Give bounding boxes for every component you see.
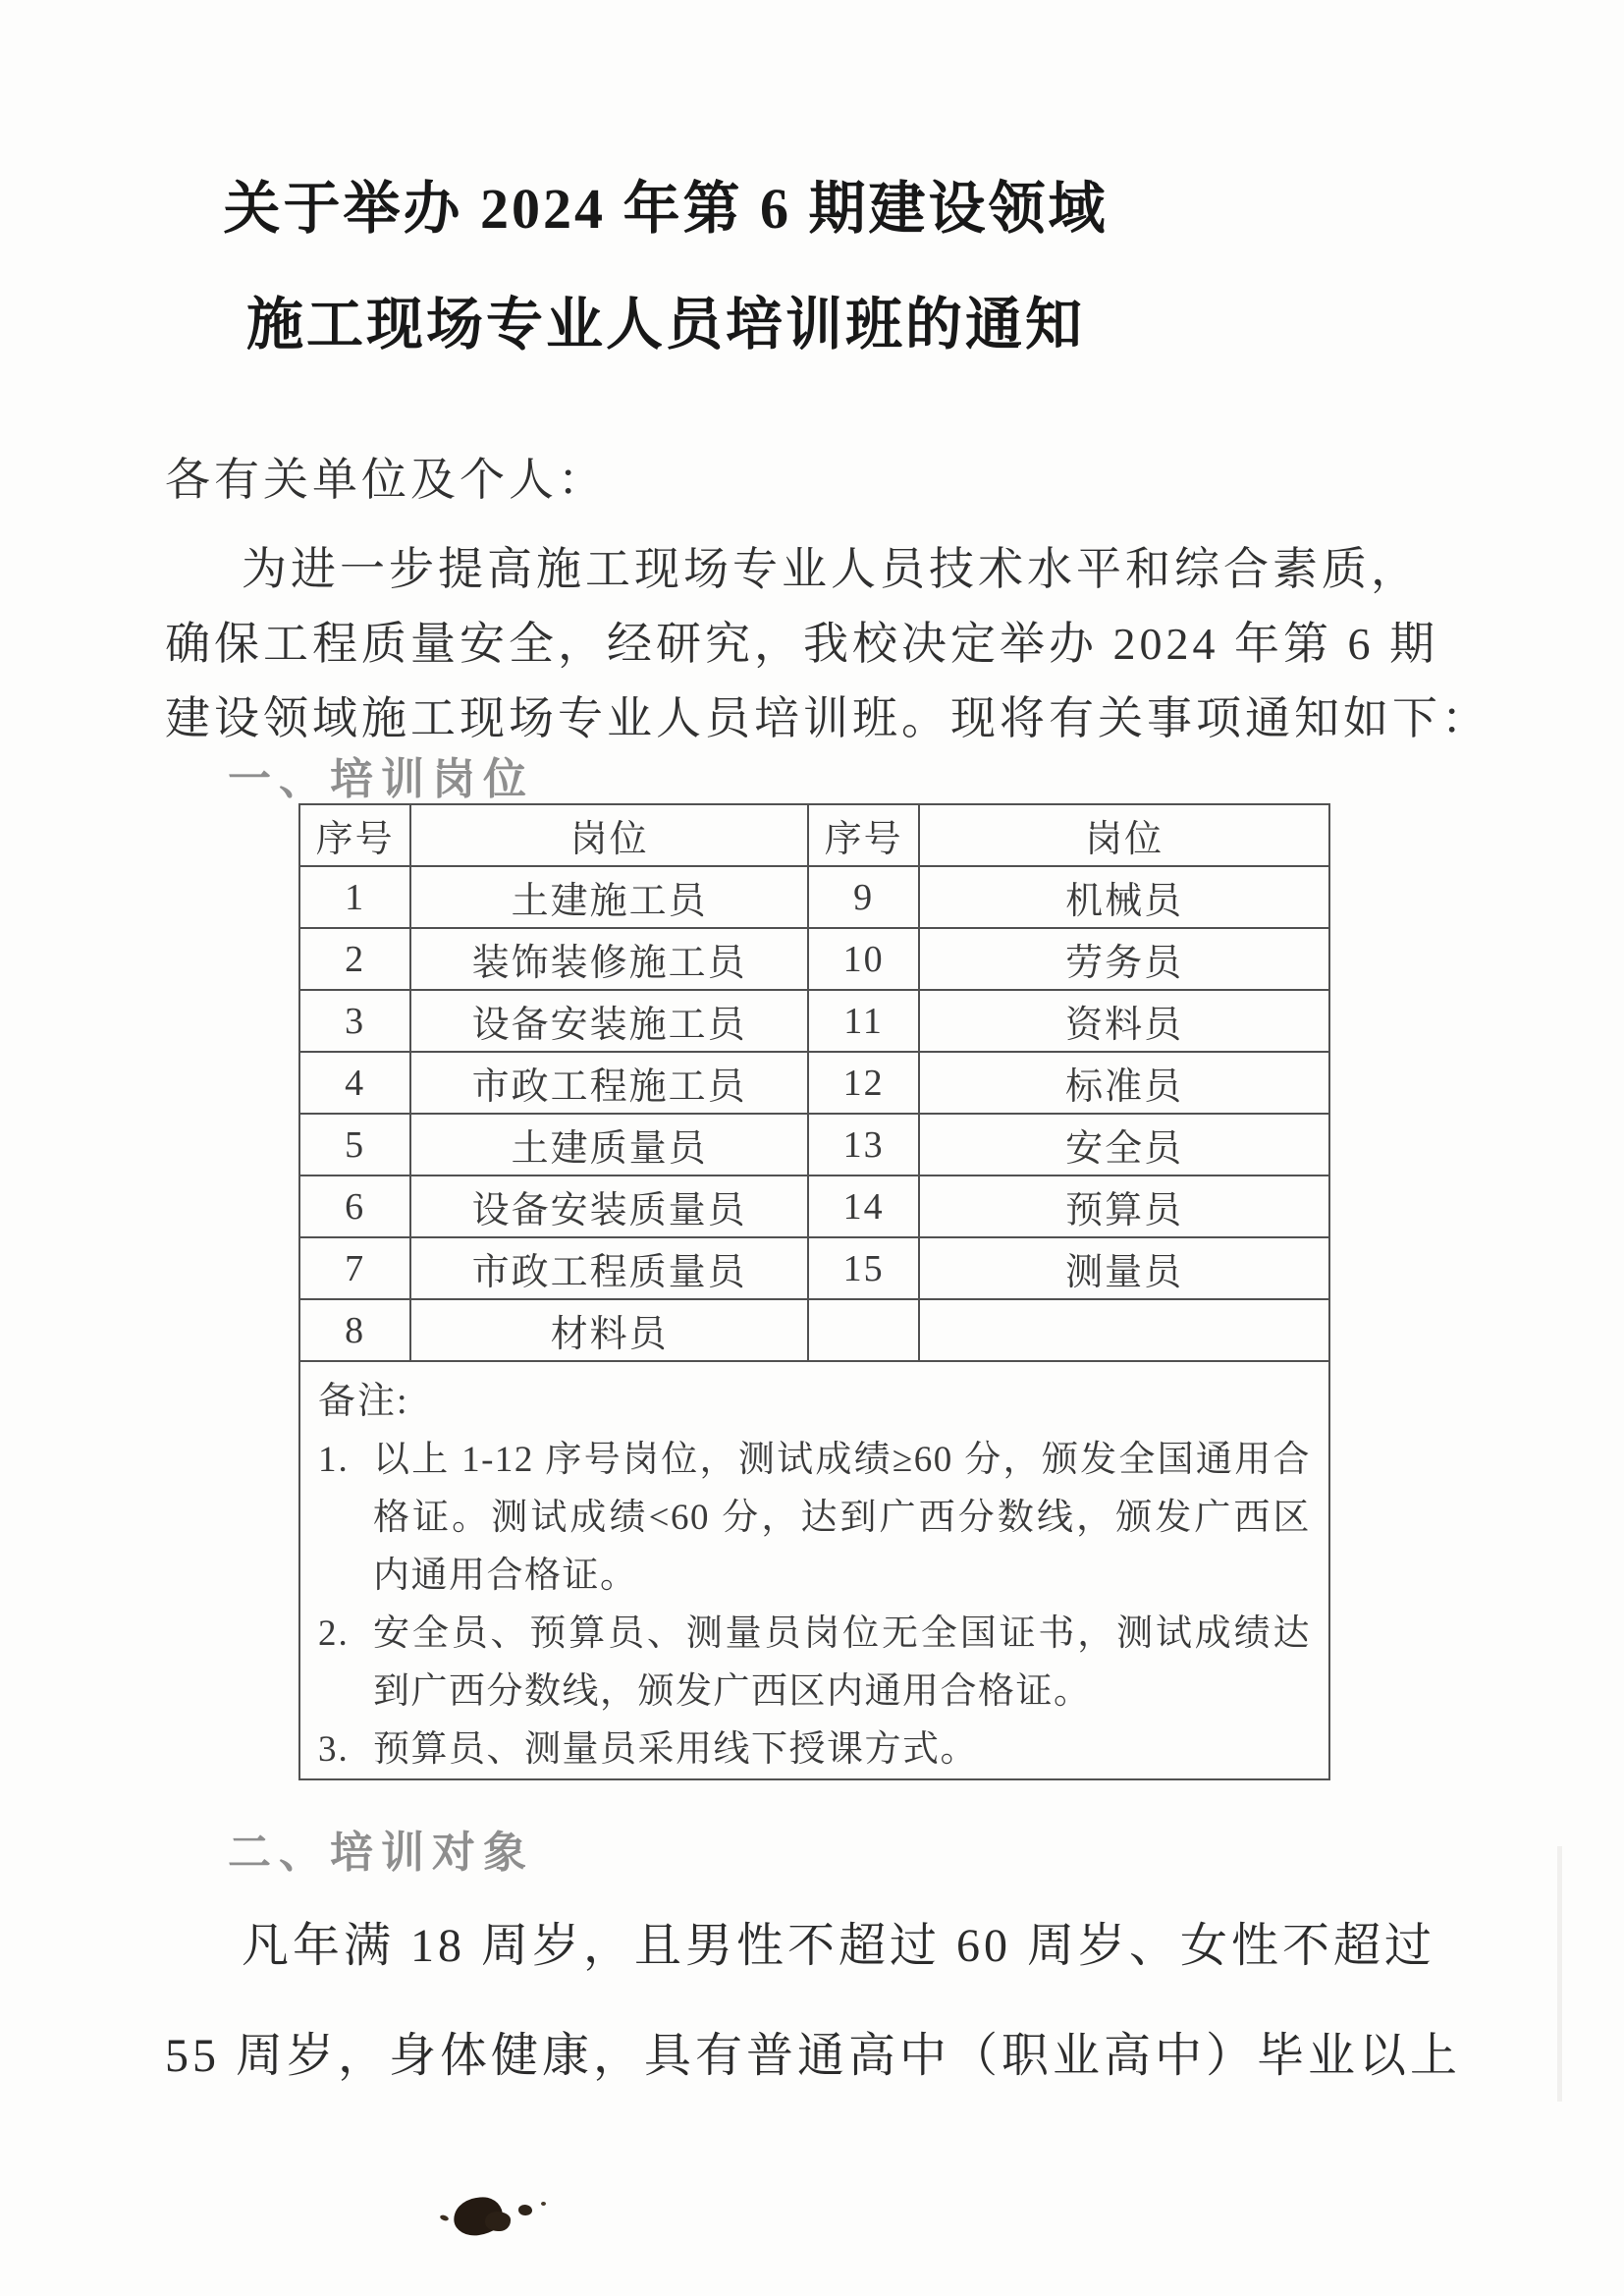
cell-seq: 9 (808, 866, 919, 928)
cell-seq: 2 (299, 928, 410, 990)
remark-text: 以上 1-12 序号岗位，测试成绩≥60 分，颁发全国通用合格证。测试成绩<60 分，达到广西分数线，颁发广西区内通用合格证。 (373, 1440, 1311, 1596)
cell-seq: 7 (299, 1237, 410, 1299)
table-row (299, 1299, 1329, 1361)
cell-position: 安全员 (919, 1114, 1329, 1175)
audience-line-2: 55 周岁，身体健康，具有普通高中（职业高中）毕业以上 (165, 2030, 1462, 2082)
ink-speck (541, 2202, 546, 2206)
ink-speck (439, 2214, 449, 2222)
salutation: 各有关单位及个人： (165, 455, 607, 505)
cell-position: 装饰装修施工员 (410, 928, 808, 990)
ink-blot-dot (518, 2205, 532, 2215)
cell-seq: 11 (808, 990, 919, 1052)
remarks-cell (299, 1361, 1329, 1779)
cell-seq: 4 (299, 1052, 410, 1114)
cell-position: 设备安装施工员 (410, 990, 808, 1052)
document-title-line-2: 施工现场专业人员培训班的通知 (245, 293, 1085, 356)
remark-number: 3. (318, 1729, 350, 1770)
cell-position: 市政工程质量员 (410, 1237, 808, 1299)
cell-seq: 6 (299, 1175, 410, 1237)
intro-line-3: 建设领域施工现场专业人员培训班。现将有关事项通知如下： (165, 693, 1490, 743)
cell-seq: 14 (808, 1175, 919, 1237)
cell-position: 预算员 (919, 1175, 1329, 1237)
cell-seq: 10 (808, 928, 919, 990)
cell-position: 劳务员 (919, 928, 1329, 990)
section-2-heading: 二、培训对象 (228, 1829, 534, 1877)
header-cell-seq-2: 序号 (808, 804, 919, 866)
cell-position: 标准员 (919, 1052, 1329, 1114)
cell-position: 测量员 (919, 1237, 1329, 1299)
cell-seq: 12 (808, 1052, 919, 1114)
cell-position: 市政工程施工员 (410, 1052, 808, 1114)
cell-seq: 13 (808, 1114, 919, 1175)
scan-artifact-streak (1557, 1846, 1562, 2102)
cell-seq: 8 (299, 1299, 410, 1361)
remark-text: 安全员、预算员、测量员岗位无全国证书，测试成绩达到广西分数线，颁发广西区内通用合格证。 (373, 1613, 1311, 1712)
ink-blot-lobe (485, 2212, 511, 2231)
table-row (299, 990, 1329, 1052)
cell-seq: 1 (299, 866, 410, 928)
intro-line-1: 为进一步提高施工现场专业人员技术水平和综合素质， (242, 544, 1420, 594)
cell-seq (808, 1299, 919, 1361)
cell-seq: 5 (299, 1114, 410, 1175)
cell-position: 资料员 (919, 990, 1329, 1052)
table-row (299, 1052, 1329, 1114)
cell-seq: 3 (299, 990, 410, 1052)
cell-position: 土建质量员 (410, 1114, 808, 1175)
training-positions-table (298, 803, 1330, 1780)
section-1-heading: 一、培训岗位 (228, 755, 534, 803)
cell-position: 土建施工员 (410, 866, 808, 928)
audience-line-1: 凡年满 18 周岁，且男性不超过 60 周岁、女性不超过 (242, 1920, 1436, 1972)
table-row (299, 1237, 1329, 1299)
intro-line-2: 确保工程质量安全，经研究，我校决定举办 2024 年第 6 期 (165, 619, 1438, 669)
header-cell-position-1: 岗位 (410, 804, 808, 866)
table-row (299, 1175, 1329, 1237)
remarks-label: 备注: (318, 1381, 409, 1422)
remark-number: 1. (318, 1440, 350, 1480)
table-row (299, 928, 1329, 990)
cell-position: 设备安装质量员 (410, 1175, 808, 1237)
document-title-line-1: 关于举办 2024 年第 6 期建设领域 (223, 177, 1109, 241)
header-cell-seq-1: 序号 (299, 804, 410, 866)
cell-position: 机械员 (919, 866, 1329, 928)
table-header-row (299, 804, 1329, 866)
remark-number: 2. (318, 1613, 350, 1654)
remark-item-1 (318, 1431, 1311, 1605)
remark-item-3 (318, 1721, 1311, 1778)
table-row (299, 1114, 1329, 1175)
header-cell-position-2: 岗位 (919, 804, 1329, 866)
cell-position: 材料员 (410, 1299, 808, 1361)
cell-position (919, 1299, 1329, 1361)
cell-seq: 15 (808, 1237, 919, 1299)
remark-item-2 (318, 1605, 1311, 1721)
table-row (299, 866, 1329, 928)
table-remarks-row (299, 1361, 1329, 1779)
remark-text: 预算员、测量员采用线下授课方式。 (373, 1729, 978, 1770)
